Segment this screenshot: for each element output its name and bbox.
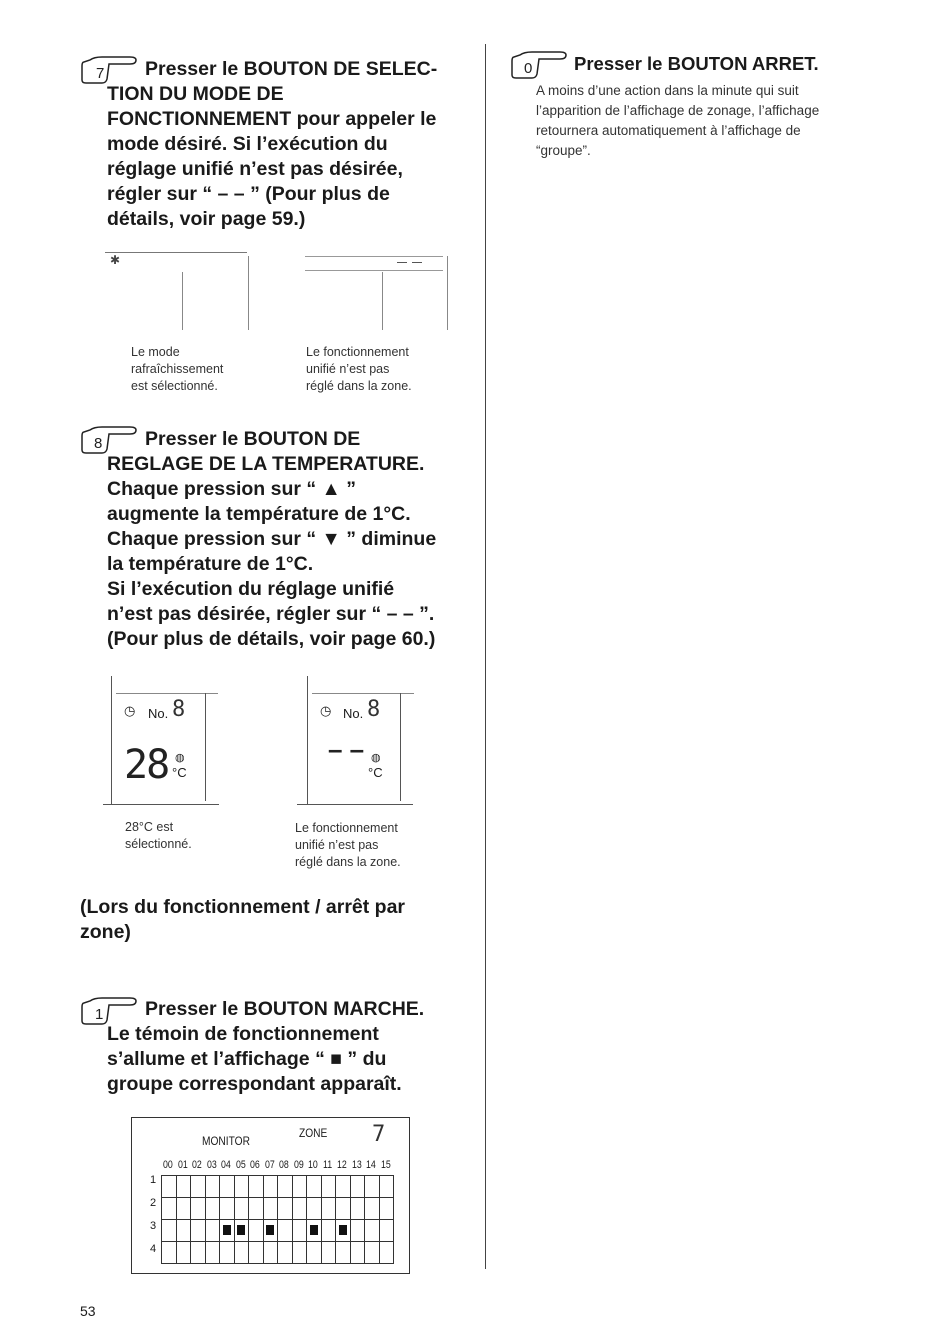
column-divider [485,44,486,1269]
grid-cell [336,1176,351,1198]
grid-cell [292,1220,307,1242]
grid-cell [220,1198,235,1220]
zone-number-label: No. [148,706,169,721]
group-active-marker [237,1225,245,1235]
column-label: 09 [293,1159,304,1171]
grid-cell [162,1220,177,1242]
grid-cell [379,1220,394,1242]
grid-cell [162,1242,177,1264]
grid-cell [249,1220,264,1242]
grid-cell [350,1242,365,1264]
temperature-value: – – [328,734,365,764]
step8-title: Presser le BOUTON DE [145,428,361,450]
zone-label: ZONE [299,1126,328,1140]
column-label: 10 [308,1159,318,1171]
grid-cell [234,1242,249,1264]
step-off-title: Presser le BOUTON ARRET. [574,53,819,74]
grid-row [162,1220,394,1242]
zone-value: 7 [372,1122,386,1147]
column-label: 05 [235,1159,246,1171]
group-active-marker [266,1225,274,1235]
svg-text:0: 0 [524,60,533,77]
grid-cell [263,1198,278,1220]
grid-cell [220,1220,235,1242]
step7-body: TION DU MODE DE FONCTIONNEMENT pour appeler le mode désiré. Si l’exécution du réglage unifié n’est pas désirée, régler sur “ – – ” (Pour plus de détails, voir page 59.) [107,83,437,230]
grid-cell [191,1220,206,1242]
svg-text:1: 1 [95,1006,104,1023]
column-label: 15 [380,1159,391,1171]
grid-cell [176,1198,191,1220]
temperature-unit: °C [368,765,383,780]
grid-cell [365,1198,380,1220]
svg-text:8: 8 [94,435,103,452]
step8-caption-left: 28°C est sélectionné. [125,820,192,851]
row-label: 4 [150,1243,157,1255]
pointing-hand-icon [510,49,568,79]
grid-cell [249,1242,264,1264]
row-label: 3 [150,1220,157,1232]
grid-cell [365,1242,380,1264]
grid-cell [263,1176,278,1198]
column-label: 07 [264,1159,275,1171]
grid-row [162,1176,394,1198]
pointing-hand-icon [80,54,138,84]
grid-cell [307,1176,322,1198]
page-number: 53 [80,1303,96,1319]
monitor-label: MONITOR [202,1134,250,1148]
grid-cell [220,1242,235,1264]
column-label: 06 [250,1159,260,1171]
column-label: 08 [279,1159,289,1171]
clock-icon: ◷ [124,703,136,718]
grid-cell [205,1198,220,1220]
column-label: 00 [163,1159,173,1171]
zone-number-digit: 8 [172,697,186,722]
group-active-marker [339,1225,347,1235]
step8-body: REGLAGE DE LA TEMPERATURE. Chaque pression sur “ ▲ ” augmente la température de 1°C. Chaque pression sur “ ▼ ” diminue la température de 1°C. Si l’exécution du réglage unifié n’est pas désirée, régler sur “ – – ”. (Pour plus de détails, voir page 60.) [107,453,437,650]
column-label: 01 [177,1159,188,1171]
grid-cell [205,1242,220,1264]
grid-row [162,1242,394,1264]
grid-cell [191,1242,206,1264]
zone-number-label: No. [343,706,364,721]
thermometer-icon: ◍ [371,752,381,764]
grid-cell [220,1176,235,1198]
grid-cell [278,1176,293,1198]
grid-cell [307,1242,322,1264]
grid-cell [321,1220,336,1242]
grid-cell [191,1176,206,1198]
pointing-hand-icon [80,424,138,454]
pointing-hand-icon [80,995,138,1025]
grid-row [162,1198,394,1220]
column-label: 13 [351,1159,362,1171]
grid-cell [176,1242,191,1264]
step8-caption-right: Le fonctionnement unifié n’est pas réglé dans la zone. [295,821,401,869]
step7-title: Presser le BOUTON DE SELEC- [145,58,438,80]
column-label: 11 [322,1159,332,1171]
zone-group-grid [161,1175,394,1264]
group-active-marker [310,1225,318,1235]
step7-caption-left: Le mode rafraîchissement est sélectionné. [131,345,224,393]
grid-cell [350,1176,365,1198]
temperature-value: 28 [124,742,169,788]
grid-cell [249,1176,264,1198]
grid-cell [205,1220,220,1242]
grid-cell [234,1176,249,1198]
grid-cell [379,1198,394,1220]
group-active-marker [223,1225,231,1235]
grid-cell [278,1220,293,1242]
grid-cell [278,1242,293,1264]
column-label: 03 [206,1159,217,1171]
step7-caption-right: Le fonctionnement unifié n’est pas réglé dans la zone. [306,345,412,393]
row-label: 1 [150,1174,157,1186]
grid-cell [336,1242,351,1264]
zone-number-digit: 8 [367,697,381,722]
step1-title: Presser le BOUTON MARCHE. [145,998,425,1020]
grid-cell [350,1198,365,1220]
grid-cell [176,1220,191,1242]
grid-cell [205,1176,220,1198]
grid-cell [162,1198,177,1220]
grid-cell [321,1242,336,1264]
grid-cell [321,1176,336,1198]
grid-cell [321,1198,336,1220]
grid-cell [263,1220,278,1242]
grid-cell [336,1198,351,1220]
step-off-note: A moins d’une action dans la minute qui suit l’apparition de l’affichage de zonage, l’affichage retournera automatiquement à l’affichage de “groupe”. [536,83,820,158]
column-label: 04 [221,1159,231,1171]
step1-body: Le témoin de fonctionnement s’allume et l’affichage “ ■ ” du groupe correspondant apparaît. [107,1023,402,1095]
grid-cell [365,1176,380,1198]
zone-monitor-display [131,1117,410,1274]
svg-text:7: 7 [96,65,105,82]
grid-cell [292,1198,307,1220]
grid-cell [176,1176,191,1198]
column-label: 02 [192,1159,202,1171]
thermometer-icon: ◍ [175,752,185,764]
column-label: 12 [337,1159,347,1171]
grid-cell [292,1176,307,1198]
grid-cell [336,1220,351,1242]
grid-cell [365,1220,380,1242]
row-label: 2 [150,1197,157,1209]
grid-cell [350,1220,365,1242]
grid-cell [292,1242,307,1264]
grid-cell [162,1176,177,1198]
fan-icon: ✱ [110,253,121,267]
grid-cell [379,1176,394,1198]
clock-icon: ◷ [320,703,332,718]
grid-cell [234,1198,249,1220]
grid-cell [249,1198,264,1220]
grid-cell [307,1198,322,1220]
temperature-unit: °C [172,765,187,780]
grid-cell [263,1242,278,1264]
grid-cell [191,1198,206,1220]
column-label: 14 [366,1159,376,1171]
zone-section-heading: (Lors du fonctionnement / arrêt par zone) [80,896,406,943]
grid-cell [234,1220,249,1242]
grid-cell [307,1220,322,1242]
grid-cell [278,1198,293,1220]
grid-cell [379,1242,394,1264]
